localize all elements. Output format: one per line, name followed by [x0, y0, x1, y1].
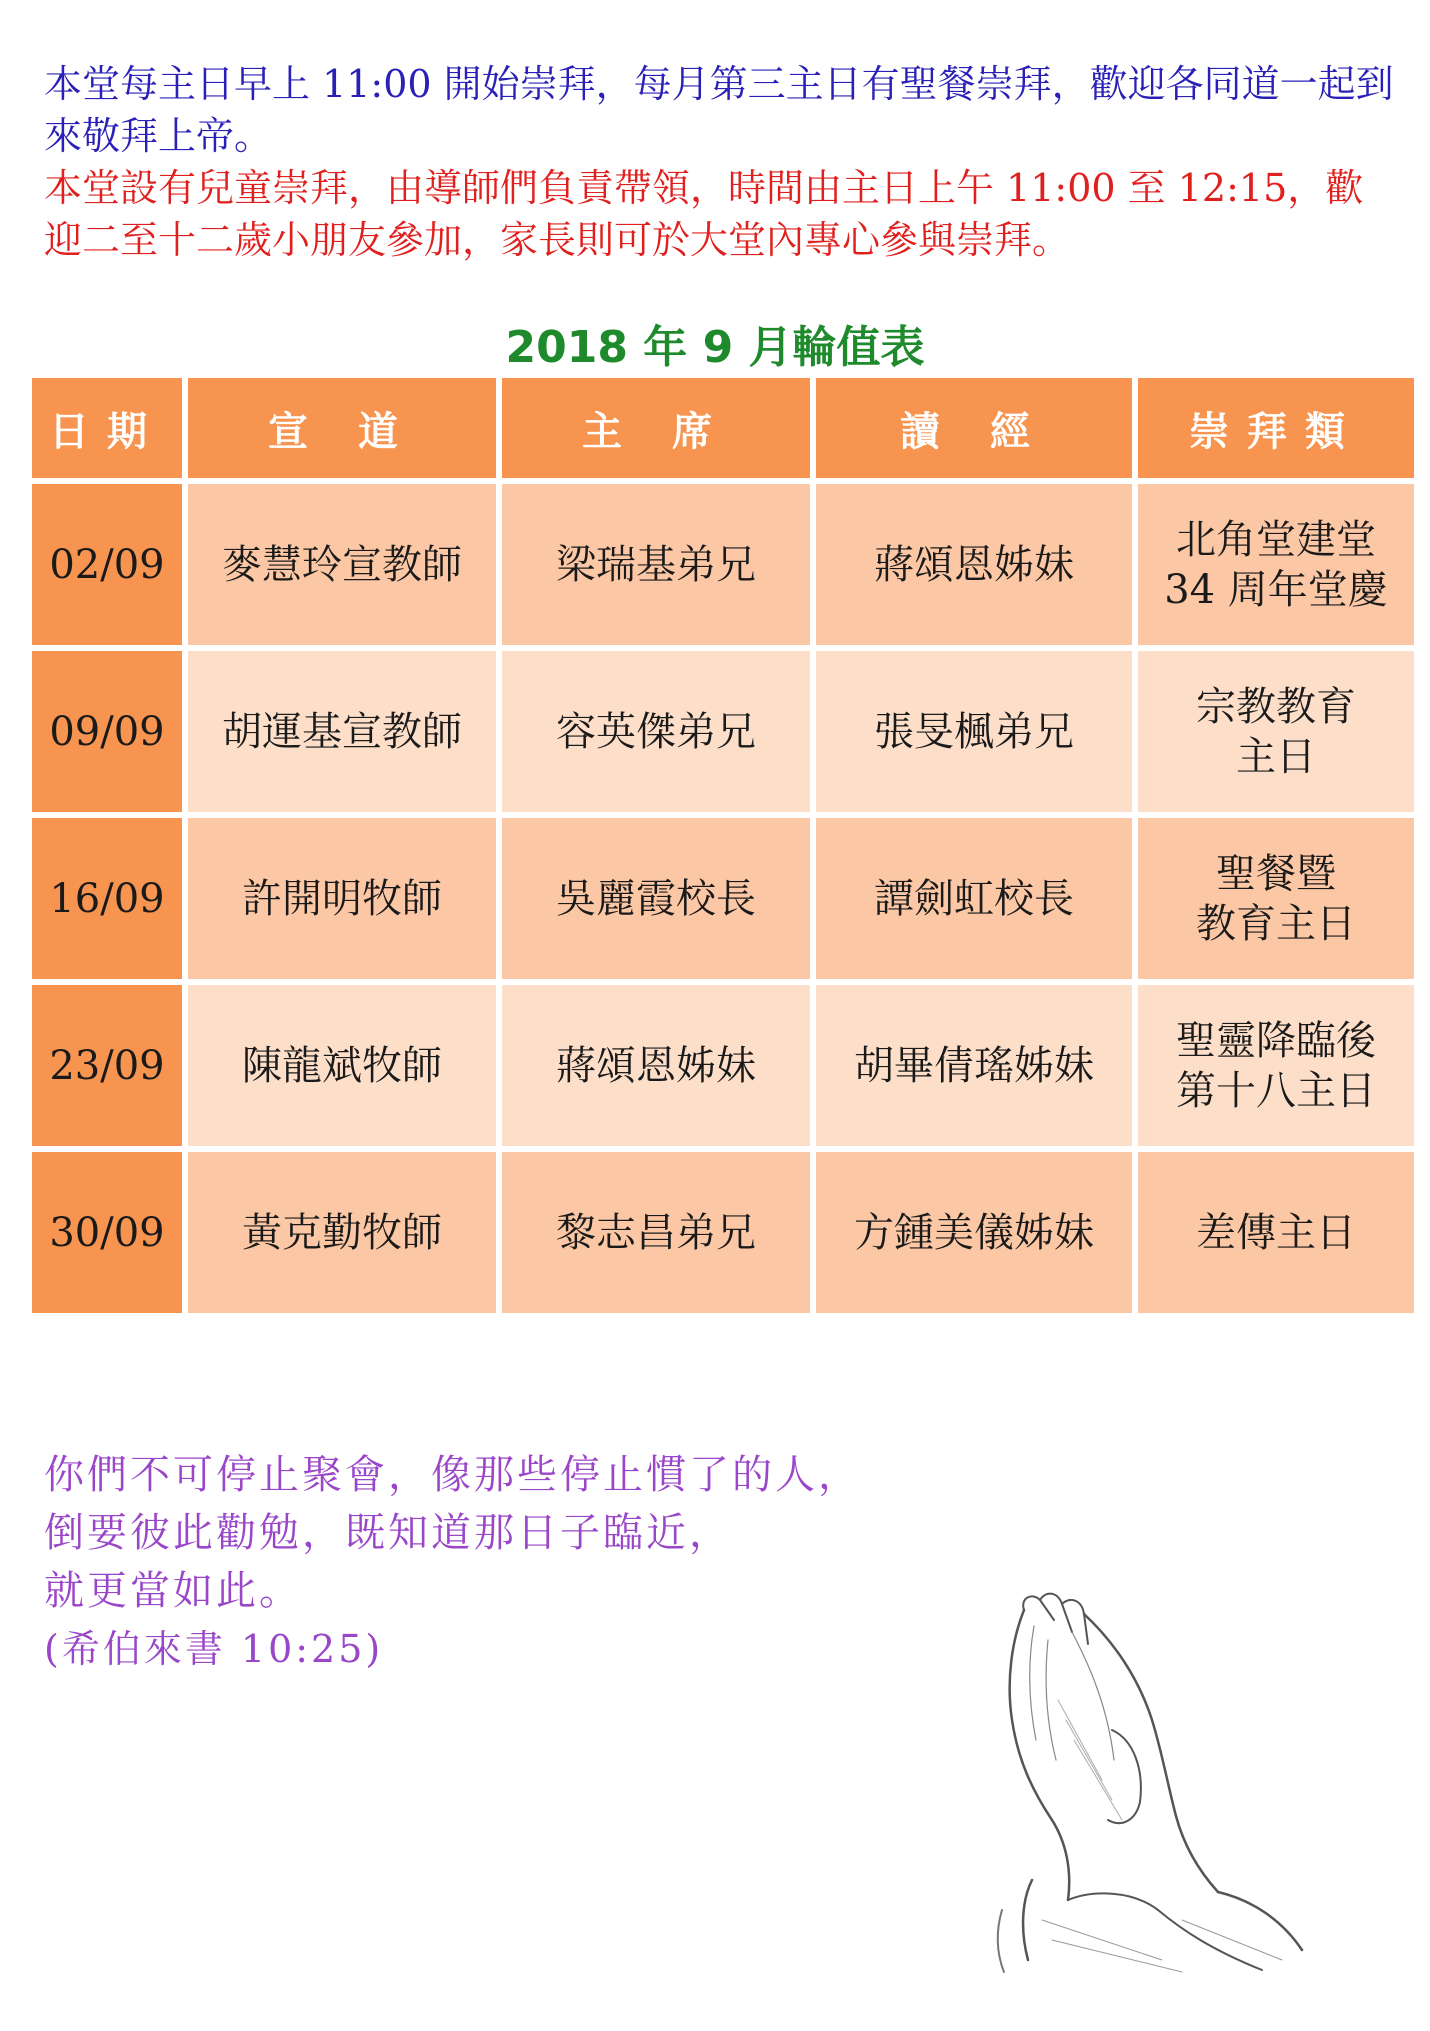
- preacher-cell: 胡運基宣教師: [188, 651, 496, 812]
- preacher-cell: 麥慧玲宣教師: [188, 484, 496, 645]
- table-row: [32, 1152, 1414, 1313]
- date-cell: 02/09: [32, 484, 182, 645]
- roster-title: 2018 年 9 月輪值表: [505, 322, 925, 373]
- table-row: [32, 818, 1414, 979]
- reader-cell: 蔣頌恩姊妹: [816, 484, 1132, 645]
- date-cell: 30/09: [32, 1152, 182, 1313]
- bible-verse: [44, 1446, 1044, 1678]
- reader-cell: 胡畢倩瑤姊妹: [816, 985, 1132, 1146]
- service-notice: [44, 58, 1394, 266]
- reader-cell: 譚劍虹校長: [816, 818, 1132, 979]
- service-type-cell: [1138, 651, 1414, 812]
- service-type-line: 聖餐暨: [1216, 850, 1336, 897]
- header-chair: 主 席: [502, 378, 810, 478]
- service-type-line: 第十八主日: [1176, 1067, 1376, 1114]
- date-cell: 23/09: [32, 985, 182, 1146]
- children-worship-notice: 本堂設有兒童崇拜，由導師們負責帶領，時間由主日上午 11:00 至 12:15，歡迎二至十二歲小朋友參加，家長則可於大堂內專心參與崇拜。: [44, 166, 1364, 262]
- service-type-line: 差傳主日: [1196, 1209, 1356, 1256]
- header-reader: 讀 經: [816, 378, 1132, 478]
- table-row: [32, 985, 1414, 1146]
- chair-cell: 梁瑞基弟兄: [502, 484, 810, 645]
- header-date: 日期: [32, 378, 182, 478]
- service-type-cell: [1138, 818, 1414, 979]
- service-type-line: 主日: [1236, 733, 1316, 780]
- roster-table: [26, 372, 1420, 1319]
- preacher-cell: 許開明牧師: [188, 818, 496, 979]
- service-type-line: 教育主日: [1196, 900, 1356, 947]
- verse-reference: (希伯來書 10:25): [44, 1627, 384, 1671]
- roster-header-row: [32, 378, 1414, 478]
- verse-line: 倒要彼此勸勉，既知道那日子臨近，: [44, 1510, 732, 1556]
- chair-cell: 容英傑弟兄: [502, 651, 810, 812]
- chair-cell: 黎志昌弟兄: [502, 1152, 810, 1313]
- table-row: [32, 651, 1414, 812]
- service-type-line: 宗教教育: [1196, 683, 1356, 730]
- worship-time-notice: 本堂每主日早上 11:00 開始崇拜，每月第三主日有聖餐崇拜，歡迎各同道一起到來敬拜上帝。: [44, 62, 1394, 158]
- date-cell: 16/09: [32, 818, 182, 979]
- service-type-line: 34 周年堂慶: [1164, 566, 1388, 613]
- verse-line: 你們不可停止聚會，像那些停止慣了的人，: [44, 1452, 861, 1498]
- preacher-cell: 黃克勤牧師: [188, 1152, 496, 1313]
- service-type-line: 聖靈降臨後: [1176, 1017, 1376, 1064]
- praying-hands-icon: [962, 1580, 1352, 1980]
- service-type-cell: [1138, 1152, 1414, 1313]
- service-type-cell: [1138, 484, 1414, 645]
- date-cell: 09/09: [32, 651, 182, 812]
- chair-cell: 蔣頌恩姊妹: [502, 985, 810, 1146]
- preacher-cell: 陳龍斌牧師: [188, 985, 496, 1146]
- header-service-type: 崇拜類: [1138, 378, 1414, 478]
- reader-cell: 張旻楓弟兄: [816, 651, 1132, 812]
- chair-cell: 吳麗霞校長: [502, 818, 810, 979]
- table-row: [32, 484, 1414, 645]
- reader-cell: 方鍾美儀姊妹: [816, 1152, 1132, 1313]
- service-type-cell: [1138, 985, 1414, 1146]
- duty-roster: [32, 378, 1402, 1313]
- header-preacher: 宣 道: [188, 378, 496, 478]
- verse-line: 就更當如此。: [44, 1568, 302, 1614]
- service-type-line: 北角堂建堂: [1176, 516, 1376, 563]
